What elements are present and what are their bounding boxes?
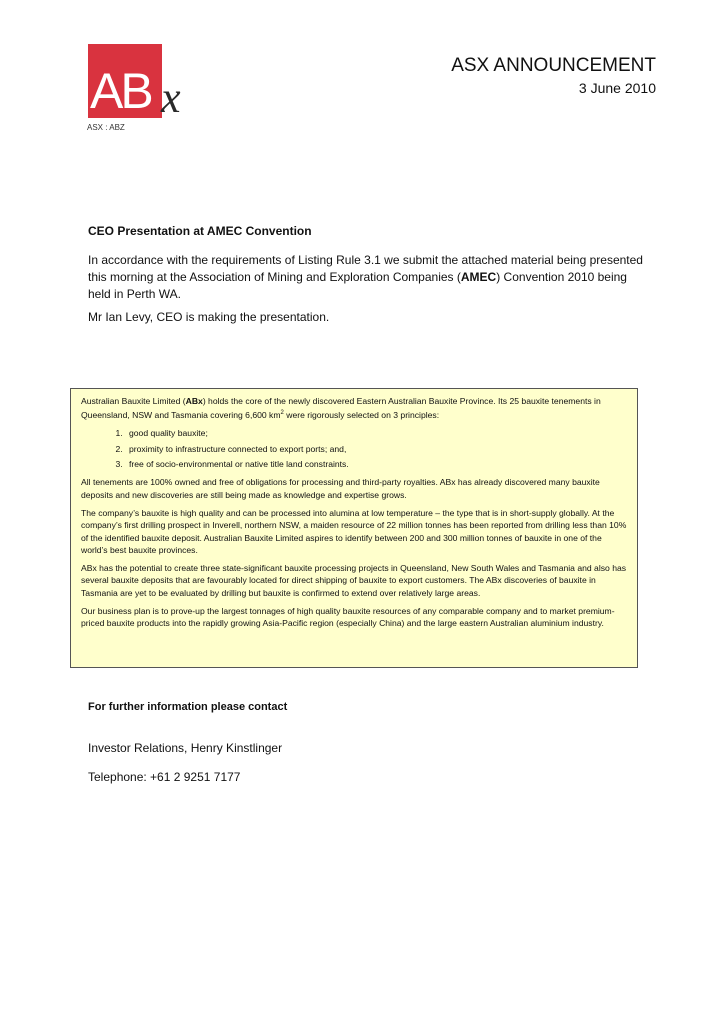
- presenter-line: Mr Ian Levy, CEO is making the presentation.: [88, 310, 330, 324]
- contact-investor-relations: Investor Relations, Henry Kinstlinger: [88, 741, 283, 755]
- contact-heading: For further information please contact: [88, 701, 288, 713]
- p1-post: were rigorously selected on 3 principles:: [283, 410, 440, 421]
- announcement-date: 3 June 2010: [578, 80, 656, 96]
- p1-pre: Australian Bauxite Limited (: [81, 396, 186, 406]
- intro-text: [88, 252, 648, 332]
- logo-letters: AB: [90, 63, 151, 119]
- logo-x: x: [161, 73, 181, 122]
- p1-sup: 2: [280, 410, 284, 417]
- announcement-title: ASX ANNOUNCEMENT: [451, 55, 656, 76]
- company-logo-mark: [88, 44, 162, 118]
- profile-paragraph-1: [81, 395, 627, 421]
- ticker-code: ASX : ABZ: [87, 123, 125, 132]
- profile-paragraph-5: Our business plan is to prove-up the largest tonnages of high quality bauxite resources of any comparable company and to market premium-priced bauxite products into the rapidly growing Asia-Pacific region (especially China) and the large eastern Australian aluminium industry.: [81, 606, 615, 629]
- profile-paragraph-2: All tenements are 100% owned and free of obligations for processing and third-party royalties. ABx has already discovered many bauxite deposits and new discoveries are still being made as knowledge and expertise grows.: [81, 477, 600, 500]
- p1-abbr: ABx: [185, 396, 203, 406]
- intro-paragraph: [88, 252, 648, 303]
- profile-paragraph-3: The company’s bauxite is high quality and can be processed into alumina at low temperature – the type that is in short-supply globally. At the company’s first drilling prospect in Inverell, northern NSW, a maiden resource of 22 million tonnes has been reported from drilling less than 10% of the identified bauxite deposit. Australian Bauxite Limited aspires to identify between 200 and 300 million tonnes of bauxite in one of the world’s best bauxite provinces.: [81, 507, 627, 555]
- intro-part1: In accordance with the requirements of Listing Rule 3.1 we submit the attached material being presented this morning at the Association of Mining and Exploration Companies (: [88, 253, 643, 284]
- company-profile-box: [70, 388, 638, 668]
- intro-part2: ) Convention 2010 being held in Perth WA.: [88, 270, 627, 301]
- principles-list: [81, 427, 627, 470]
- list-item: 2. proximity to infrastructure connected to export ports; and,: [125, 443, 627, 455]
- list-item: 3. free of socio-environmental or native title land constraints.: [125, 458, 627, 470]
- section-title: CEO Presentation at AMEC Convention: [88, 224, 312, 238]
- profile-paragraph-4: ABx has the potential to create three state-significant bauxite processing projects in Queensland, New South Wales and Tasmania and also has several bauxite deposits that are favourably located for direct shipping of bauxite to export customers. The ABx discoveries of bauxite in Tasmania are yet to be evaluated by drilling but bauxite is confirmed to extend over relatively large areas.: [81, 563, 627, 598]
- list-item: 1. good quality bauxite;: [125, 427, 627, 439]
- intro-abbr: AMEC: [460, 270, 497, 284]
- p1-mid: ) holds the core of the newly discovered Eastern Australian Bauxite Province. Its 25 bauxite tenements in Queensland, NSW and Tasmania covering 6,600 km: [81, 396, 601, 421]
- contact-telephone: Telephone: +61 2 9251 7177: [88, 770, 241, 784]
